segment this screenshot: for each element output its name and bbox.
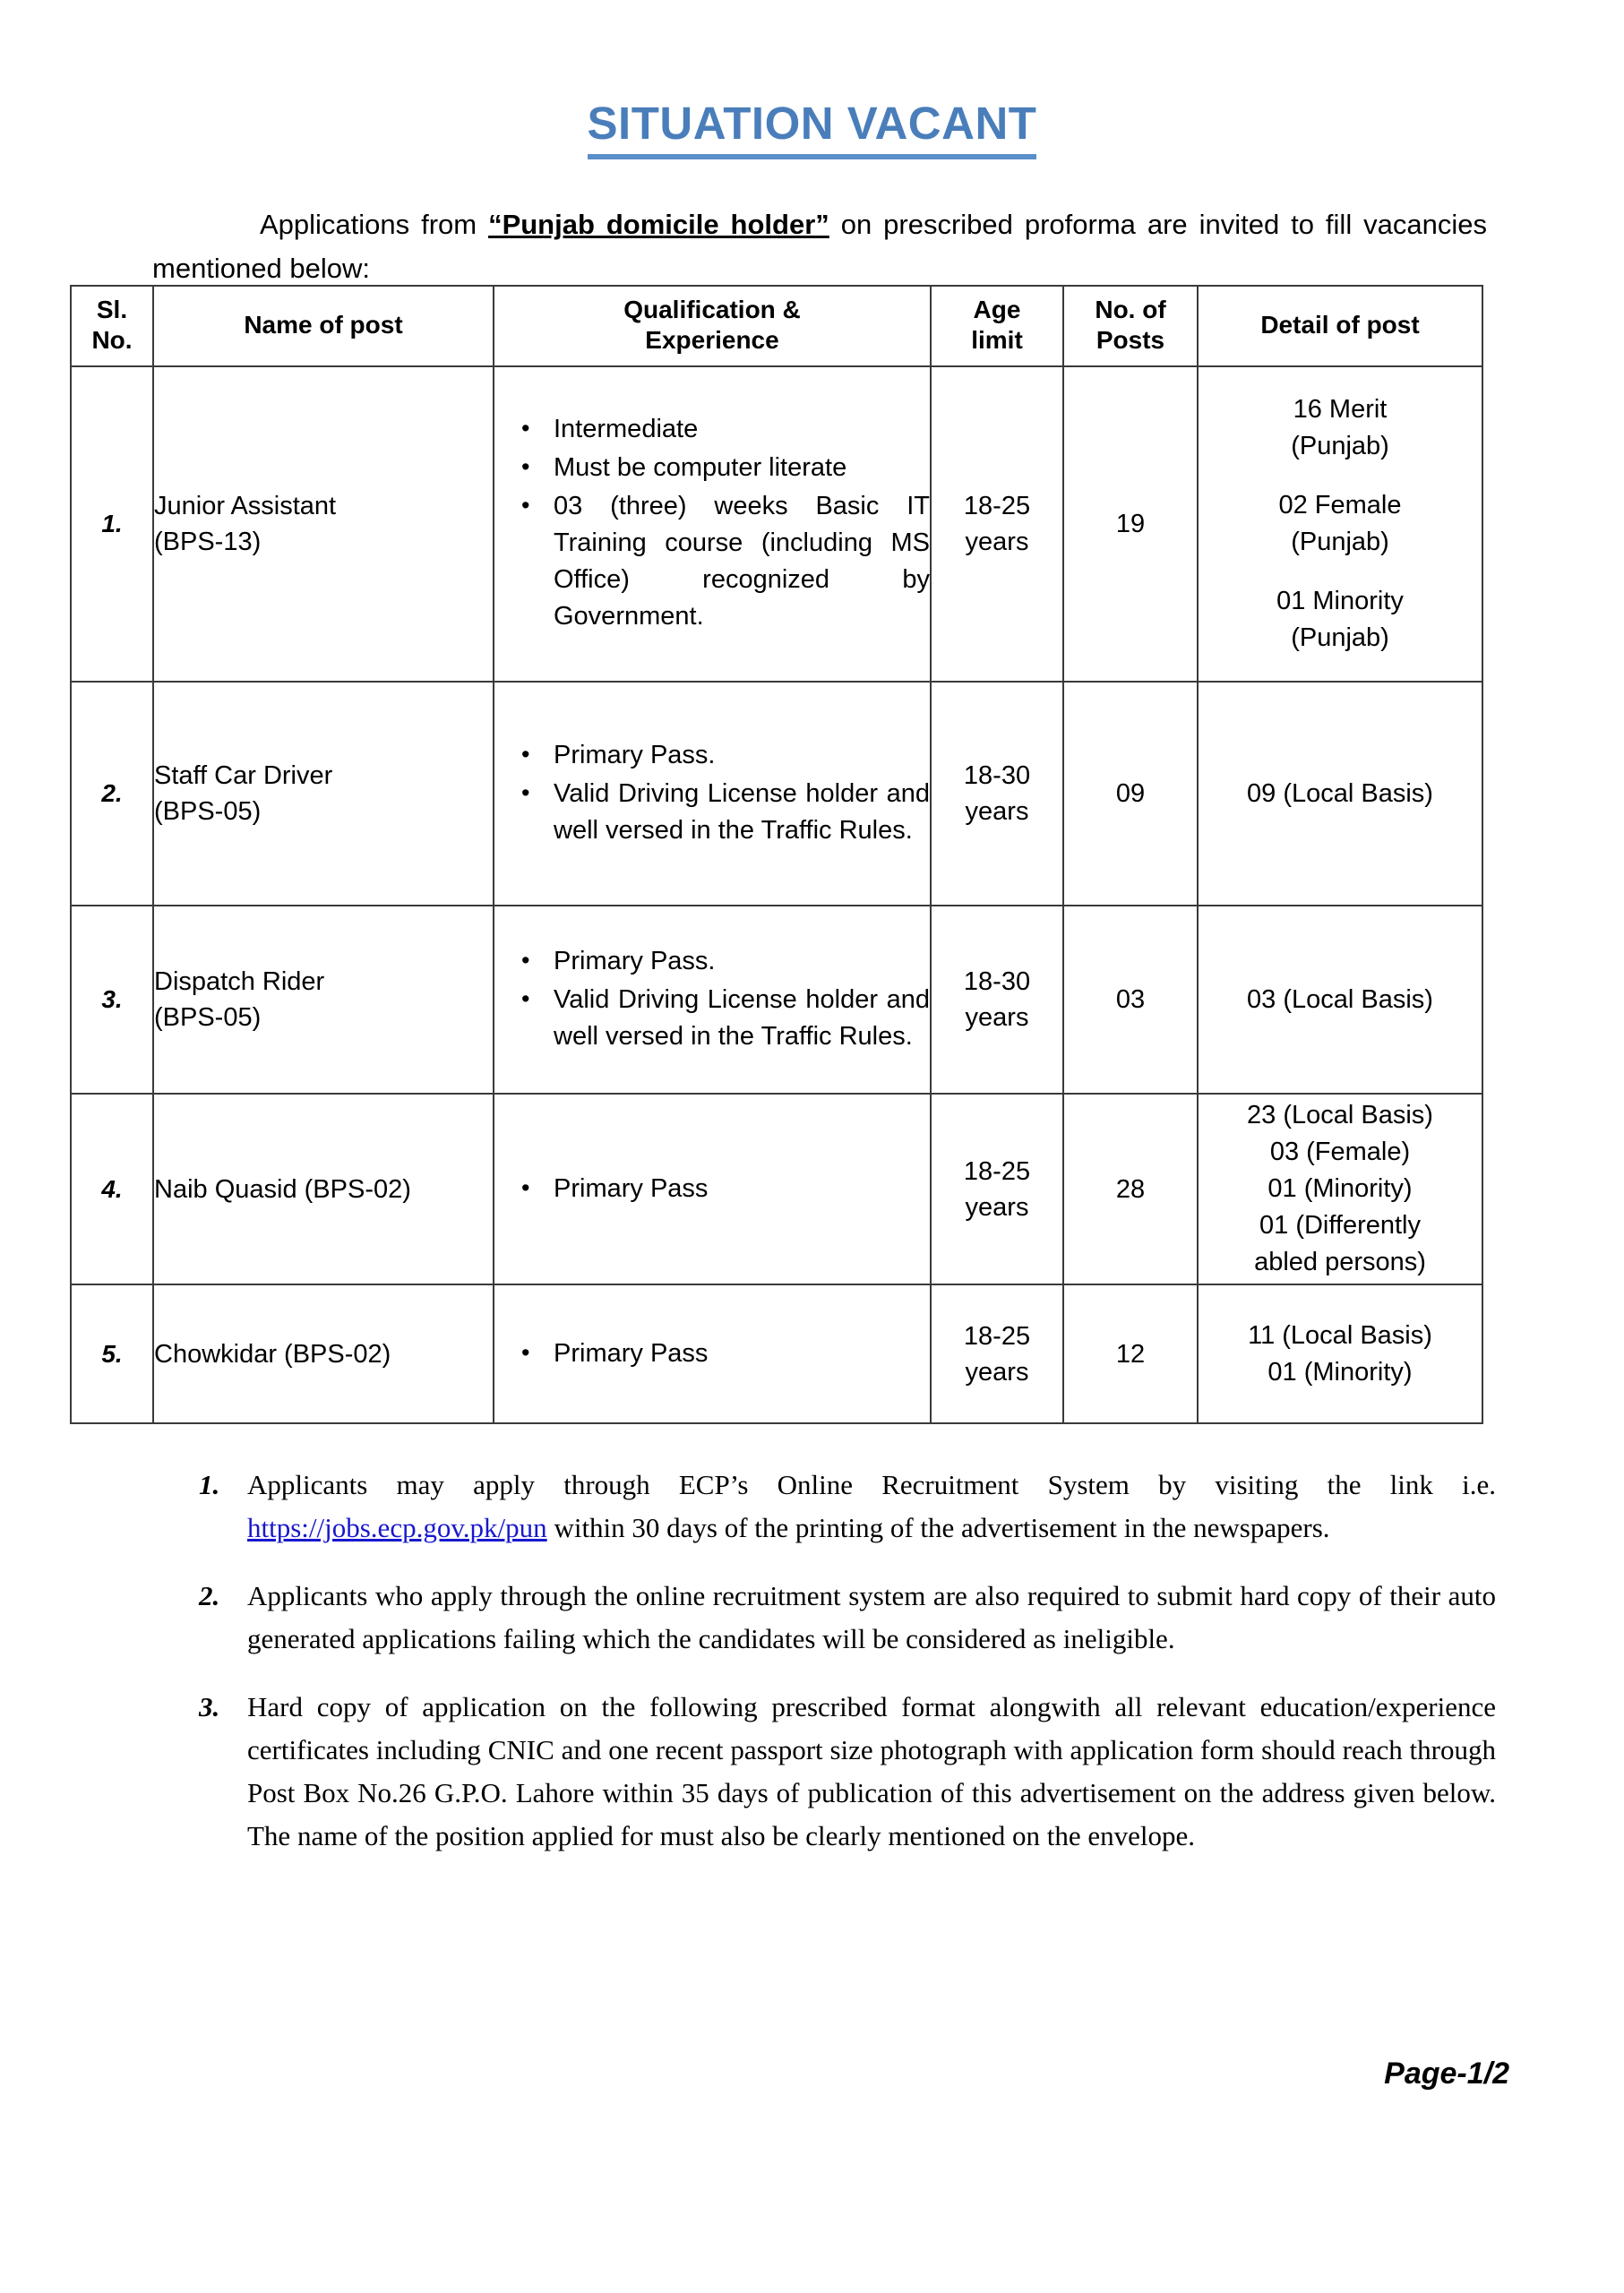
row-no-of-posts: 19 <box>1063 366 1198 682</box>
qualification-item: • 03 (three) weeks Basic IT Training course (including MS Office) recognized by Government. <box>494 488 930 635</box>
table-header-row <box>71 286 1482 366</box>
row-age-limit <box>931 1094 1063 1284</box>
qualification-item: • Primary Pass <box>494 1171 930 1207</box>
row-sl-no: 1. <box>71 366 153 682</box>
qualification-list <box>494 737 930 849</box>
col-header-no-of-posts <box>1063 286 1198 366</box>
row-sl-no: 3. <box>71 906 153 1094</box>
qualification-item: • Primary Pass. <box>494 737 930 774</box>
row-age-line1: 18-30 <box>963 761 1031 790</box>
row-name-line1: Naib Quasid (BPS-02) <box>154 1174 411 1204</box>
row-age-limit <box>931 1284 1063 1423</box>
note-item <box>199 1575 1496 1661</box>
row-age-limit <box>931 366 1063 682</box>
note-number: 2. <box>199 1580 220 1611</box>
col-header-posts-line2: Posts <box>1096 326 1165 354</box>
col-header-age-limit <box>931 286 1063 366</box>
row-sl-no: 5. <box>71 1284 153 1423</box>
row-name-line1: Staff Car Driver <box>154 761 333 790</box>
row-detail-of-post <box>1198 366 1482 682</box>
col-header-name-of-post: Name of post <box>153 286 494 366</box>
qualification-item: • Primary Pass <box>494 1335 930 1372</box>
note-item <box>199 1464 1496 1550</box>
detail-line: 01 Minority <box>1276 587 1404 615</box>
detail-line: 01 (Differently <box>1259 1211 1421 1240</box>
row-qualification <box>494 1094 931 1284</box>
row-age-line2: years <box>965 1357 1029 1387</box>
vacancy-table <box>70 285 1483 1424</box>
col-header-qualification <box>494 286 931 366</box>
page-title <box>0 97 1624 150</box>
col-header-qualification-line1: Qualification & <box>623 296 801 323</box>
row-name-line1: Dispatch Rider <box>154 967 325 996</box>
table-row <box>71 1094 1482 1284</box>
row-age-line1: 18-30 <box>963 967 1031 996</box>
note-text-before: Applicants may apply through ECP’s Online Recruitment System by visiting the link i.e. <box>247 1469 1496 1500</box>
row-detail-of-post: 03 (Local Basis) <box>1198 906 1482 1094</box>
col-header-sl-no <box>71 286 153 366</box>
qualification-item: • Valid Driving License holder and well versed in the Traffic Rules. <box>494 982 930 1055</box>
row-qualification <box>494 366 931 682</box>
col-header-sl-no-line2: No. <box>91 326 133 354</box>
row-age-line2: years <box>965 797 1029 826</box>
table-header <box>71 286 1482 366</box>
note-text: Applicants who apply through the online recruitment system are also required to submit hard copy of their auto generated applications failing which the candidates will be considered as ineligible. <box>247 1580 1496 1654</box>
detail-line: 01 (Minority) <box>1267 1357 1413 1387</box>
note-text: Hard copy of application on the following prescribed format alongwith all relevant education/experience certificates including CNIC and one recent passport size photograph with application form should reach through Post Box No.26 G.P.O. Lahore within 35 days of publication of this advertisement on the address given below. The name of the position applied for must also be clearly mentioned on the envelope. <box>247 1691 1496 1851</box>
detail-line: (Punjab) <box>1291 432 1389 460</box>
row-age-line1: 18-25 <box>963 492 1031 520</box>
note-text-after: within 30 days of the printing of the advertisement in the newspapers. <box>546 1512 1330 1543</box>
detail-line: (Punjab) <box>1291 528 1389 556</box>
table-row <box>71 682 1482 906</box>
col-header-posts-line1: No. of <box>1095 296 1166 323</box>
qualification-list <box>494 943 930 1055</box>
qualification-item: • Must be computer literate <box>494 450 930 486</box>
detail-line: 23 (Local Basis) <box>1247 1101 1433 1129</box>
page-title-text: SITUATION VACANT <box>588 98 1037 159</box>
col-header-sl-no-line1: Sl. <box>96 296 128 323</box>
row-age-line2: years <box>965 1003 1029 1032</box>
row-name-of-post <box>153 906 494 1094</box>
row-name-of-post <box>153 366 494 682</box>
detail-line: 16 Merit <box>1293 395 1388 424</box>
row-name-of-post <box>153 1284 494 1423</box>
intro-paragraph <box>152 202 1487 290</box>
detail-line: 11 (Local Basis) <box>1248 1320 1432 1350</box>
row-qualification <box>494 1284 931 1423</box>
detail-line: 02 Female <box>1278 491 1402 520</box>
detail-line: 01 (Minority) <box>1267 1174 1413 1203</box>
col-header-detail-of-post: Detail of post <box>1198 286 1482 366</box>
row-name-line2: (BPS-05) <box>154 797 262 826</box>
page-number: Page-1/2 <box>1384 2057 1509 2091</box>
row-no-of-posts: 09 <box>1063 682 1198 906</box>
table-body <box>71 366 1482 1423</box>
detail-spacer <box>1199 465 1482 487</box>
row-age-line1: 18-25 <box>963 1156 1031 1186</box>
note-number: 1. <box>199 1469 220 1500</box>
row-detail-of-post <box>1198 1284 1482 1423</box>
row-sl-no: 4. <box>71 1094 153 1284</box>
col-header-age-line1: Age <box>973 296 1021 323</box>
row-name-of-post <box>153 1094 494 1284</box>
row-qualification <box>494 906 931 1094</box>
detail-line: 03 (Female) <box>1269 1138 1411 1166</box>
notes-list <box>199 1464 1496 1883</box>
table-row <box>71 1284 1482 1423</box>
recruitment-portal-link[interactable]: https://jobs.ecp.gov.pk/pun <box>247 1512 547 1543</box>
note-item <box>199 1686 1496 1858</box>
note-number: 3. <box>199 1691 220 1722</box>
table-row <box>71 366 1482 682</box>
qualification-item: • Valid Driving License holder and well versed in the Traffic Rules. <box>494 776 930 849</box>
row-name-line1: Junior Assistant <box>154 492 337 520</box>
row-age-line1: 18-25 <box>963 1321 1031 1351</box>
detail-line: (Punjab) <box>1291 623 1389 652</box>
row-age-line2: years <box>965 1192 1029 1222</box>
col-header-qualification-line2: Experience <box>645 326 779 354</box>
detail-spacer <box>1199 561 1482 583</box>
row-name-of-post <box>153 682 494 906</box>
row-detail-of-post: 09 (Local Basis) <box>1198 682 1482 906</box>
detail-line: abled persons) <box>1254 1248 1426 1276</box>
qualification-list <box>494 411 930 635</box>
row-detail-of-post <box>1198 1094 1482 1284</box>
row-no-of-posts: 12 <box>1063 1284 1198 1423</box>
intro-before: Applications from <box>260 209 489 240</box>
qualification-item: • Intermediate <box>494 411 930 448</box>
row-no-of-posts: 28 <box>1063 1094 1198 1284</box>
intro-emphasis: “Punjab domicile holder” <box>488 209 829 240</box>
row-age-line2: years <box>965 528 1029 556</box>
row-no-of-posts: 03 <box>1063 906 1198 1094</box>
row-name-line2: (BPS-05) <box>154 1003 262 1032</box>
qualification-item: • Primary Pass. <box>494 943 930 980</box>
row-sl-no: 2. <box>71 682 153 906</box>
table-row <box>71 906 1482 1094</box>
row-age-limit <box>931 906 1063 1094</box>
col-header-age-line2: limit <box>971 326 1023 354</box>
row-qualification <box>494 682 931 906</box>
row-age-limit <box>931 682 1063 906</box>
intro-after: on prescribed proforma are invited to fill vacancies mentioned below: <box>152 209 1488 284</box>
row-name-line2: (BPS-13) <box>154 528 262 556</box>
row-name-line1: Chowkidar (BPS-02) <box>154 1339 391 1369</box>
